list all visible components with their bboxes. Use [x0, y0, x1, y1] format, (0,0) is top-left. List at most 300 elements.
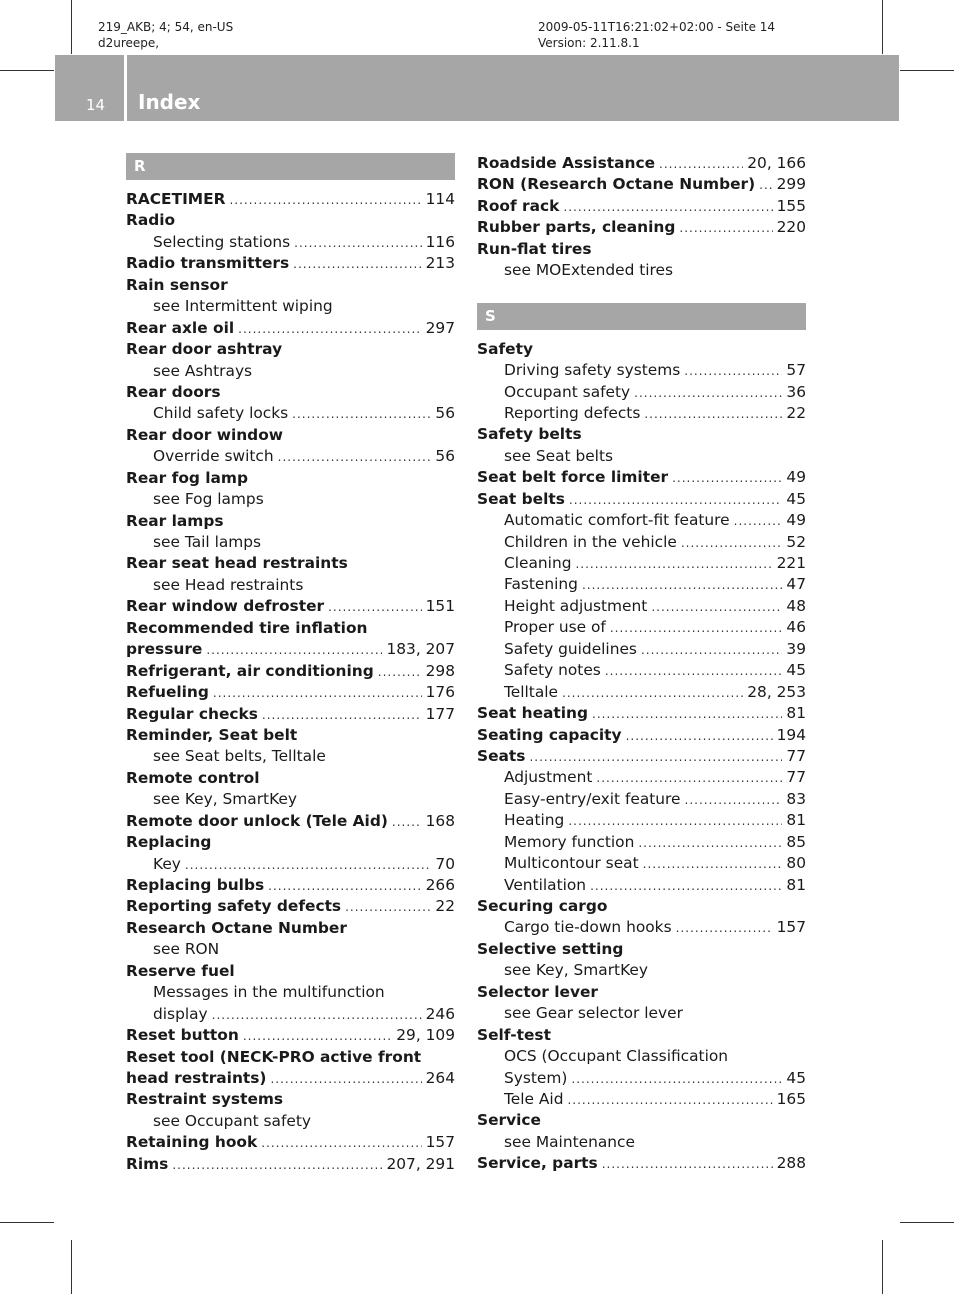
- index-subentry: [126, 361, 455, 382]
- dot-leader: [638, 833, 782, 853]
- entry-text: Radio transmitters: [126, 254, 290, 273]
- index-subentry: [477, 767, 806, 788]
- section-letter-s: S: [477, 303, 806, 330]
- print-meta-line: 2009-05-11T16:21:02+02:00 - Seite 14: [538, 20, 776, 34]
- print-meta-line: 219_AKB; 4; 54, en-US: [98, 20, 234, 34]
- entry-text: see Fog lamps: [153, 490, 264, 509]
- entry-page-ref: 36: [786, 382, 806, 401]
- index-subentry: [477, 1068, 806, 1089]
- dot-leader: [676, 918, 773, 938]
- dot-leader: [262, 705, 422, 725]
- entry-text: Self-test: [477, 1025, 551, 1044]
- entry-text: Proper use of: [504, 618, 606, 637]
- index-entry: [126, 875, 455, 896]
- index-subentry: [126, 789, 455, 810]
- index-entry: [126, 961, 455, 982]
- index-subentry: [477, 403, 806, 424]
- entry-text: Multicontour seat: [504, 854, 639, 873]
- index-subentry: [477, 810, 806, 831]
- entry-text: Rear fog lamp: [126, 468, 248, 487]
- index-entry: [126, 1025, 455, 1046]
- dot-leader: [643, 854, 783, 874]
- entry-text: Safety guidelines: [504, 639, 637, 658]
- page-number: 14: [86, 96, 106, 114]
- entry-text: Rear doors: [126, 382, 221, 401]
- index-entry: [126, 1132, 455, 1153]
- entry-text: Telltale: [504, 682, 559, 701]
- index-entry: [126, 811, 455, 832]
- dot-leader: [610, 618, 783, 638]
- index-entry: [477, 982, 806, 1003]
- entry-page-ref: 46: [786, 618, 806, 637]
- index-entry: [126, 832, 455, 853]
- entry-page-ref: 77: [786, 746, 806, 765]
- entry-text: see Key, SmartKey: [504, 961, 648, 980]
- entry-text: see Maintenance: [504, 1132, 635, 1151]
- entry-page-ref: 80: [786, 854, 806, 873]
- dot-leader: [229, 190, 421, 210]
- dot-leader: [641, 640, 782, 660]
- index-entry: [126, 1154, 455, 1175]
- entry-text: Rear door ashtray: [126, 340, 283, 359]
- index-entry: [477, 1153, 806, 1174]
- index-subentry: [477, 1089, 806, 1110]
- entry-text: Roof rack: [477, 196, 560, 215]
- entry-page-ref: 20, 166: [747, 154, 806, 172]
- entry-text: Height adjustment: [504, 596, 648, 615]
- entry-text: Seat heating: [477, 704, 589, 723]
- dot-leader: [734, 511, 783, 531]
- index-subentry: [477, 260, 806, 281]
- dot-leader: [270, 1069, 421, 1089]
- entry-page-ref: 45: [786, 489, 806, 508]
- entry-text: see Seat belts: [504, 446, 614, 465]
- entry-page-ref: 114: [425, 190, 455, 208]
- crop-mark: [0, 1222, 54, 1223]
- entry-text: Replacing bulbs: [126, 876, 265, 894]
- entry-text: Ventilation: [504, 875, 587, 894]
- entry-text: Run-flat tires: [477, 239, 592, 258]
- index-subentry: [477, 382, 806, 403]
- entry-page-ref: 85: [786, 832, 806, 851]
- index-entry: [477, 703, 806, 724]
- index-entry: [477, 467, 806, 488]
- index-entry: [126, 253, 455, 274]
- entry-page-ref: 157: [776, 918, 806, 937]
- dot-leader: [212, 1005, 422, 1025]
- dot-leader: [328, 597, 422, 617]
- dot-leader: [602, 1154, 773, 1174]
- dot-leader: [392, 812, 422, 832]
- entry-text: Seating capacity: [477, 725, 622, 744]
- index-entry: [126, 768, 455, 789]
- index-entry: [126, 468, 455, 489]
- dot-leader: [562, 683, 743, 703]
- entry-text: Automatic comfort-fit feature: [504, 511, 730, 530]
- index-subentry: [477, 832, 806, 853]
- entry-text: Heating: [504, 811, 565, 830]
- dot-leader: [206, 640, 382, 660]
- index-entry: [126, 639, 455, 660]
- entry-text: Messages in the multifunction: [153, 983, 385, 1002]
- dot-leader: [568, 811, 782, 831]
- dot-leader: [213, 683, 422, 703]
- entry-text: Seat belt force limiter: [477, 468, 669, 487]
- dot-leader: [278, 447, 432, 467]
- entry-text: Replacing: [126, 833, 212, 852]
- index-subentry: [477, 553, 806, 574]
- entry-text: see Occupant safety: [153, 1111, 312, 1130]
- index-subentry: [477, 1046, 806, 1067]
- entry-page-ref: 47: [786, 575, 806, 594]
- entry-text: Memory function: [504, 832, 635, 851]
- entry-page-ref: 56: [435, 404, 455, 423]
- index-entry: [477, 939, 806, 960]
- entry-text: Safety belts: [477, 425, 582, 444]
- entry-page-ref: 168: [425, 811, 455, 830]
- section-letter-r: R: [126, 153, 455, 180]
- entry-text: Refrigerant, air conditioning: [126, 661, 374, 680]
- index-entry: [126, 318, 455, 339]
- index-entries-right-top: [477, 153, 806, 282]
- entry-page-ref: 246: [425, 1004, 455, 1023]
- entry-text: Restraint systems: [126, 1090, 284, 1109]
- dot-leader: [243, 1026, 392, 1046]
- entry-page-ref: 297: [425, 318, 455, 337]
- entry-text: RON (Research Octane Number): [477, 175, 756, 194]
- entry-text: OCS (Occupant Classification: [504, 1047, 729, 1066]
- index-subentry: [126, 403, 455, 424]
- entry-text: Driving safety systems: [504, 361, 681, 380]
- index-entries-left: [126, 189, 455, 1175]
- entry-text: Recommended tire inflation: [126, 618, 368, 637]
- dot-leader: [261, 1133, 421, 1153]
- entry-text: see Seat belts, Telltale: [153, 747, 326, 766]
- index-entry: [477, 489, 806, 510]
- index-column-right: [477, 153, 806, 1175]
- entry-page-ref: 70: [435, 854, 455, 873]
- crop-mark: [900, 1222, 954, 1223]
- index-entry: [477, 196, 806, 217]
- entry-text: Selector lever: [477, 982, 599, 1001]
- dot-leader: [569, 490, 783, 510]
- entry-page-ref: 207, 291: [386, 1154, 455, 1173]
- entry-text: head restraints): [126, 1068, 267, 1087]
- index-subentry: [126, 446, 455, 467]
- index-subentry: [477, 660, 806, 681]
- entry-page-ref: 48: [786, 596, 806, 615]
- entry-page-ref: 157: [425, 1133, 455, 1152]
- index-subentry: [126, 746, 455, 767]
- index-subentry: [126, 489, 455, 510]
- index-entry: [477, 1110, 806, 1131]
- dot-leader: [293, 254, 421, 274]
- entry-text: see Head restraints: [153, 575, 304, 594]
- entry-page-ref: 77: [786, 768, 806, 787]
- entry-text: Roadside Assistance: [477, 154, 656, 172]
- index-subentry: [126, 854, 455, 875]
- index-entry: [477, 339, 806, 360]
- dot-leader: [563, 197, 772, 217]
- entry-text: Regular checks: [126, 704, 258, 723]
- entry-page-ref: 213: [425, 254, 455, 273]
- entry-page-ref: 45: [786, 1068, 806, 1087]
- dot-leader: [582, 575, 782, 595]
- entry-text: Reserve fuel: [126, 961, 235, 980]
- index-subentry: [477, 596, 806, 617]
- index-subentry: [477, 682, 806, 703]
- index-entry: [126, 189, 455, 210]
- entry-text: Rear door window: [126, 425, 283, 444]
- print-meta-line: Version: 2.11.8.1: [538, 36, 640, 50]
- index-entry: [126, 918, 455, 939]
- entry-text: Retaining hook: [126, 1133, 258, 1152]
- entry-page-ref: 49: [786, 468, 806, 487]
- index-subentry: [477, 917, 806, 938]
- entry-text: Rear seat head restraints: [126, 554, 348, 573]
- index-subentry: [126, 982, 455, 1003]
- print-meta-line: d2ureepe,: [98, 36, 160, 50]
- entry-text: RACETIMER: [126, 190, 226, 208]
- entry-text: Children in the vehicle: [504, 532, 677, 551]
- crop-mark: [71, 1240, 72, 1294]
- index-entry: [477, 174, 806, 195]
- entry-text: see Intermittent wiping: [153, 297, 333, 316]
- dot-leader: [590, 876, 782, 896]
- dot-leader: [238, 319, 421, 339]
- dot-leader: [659, 154, 743, 174]
- print-meta-left: [98, 19, 233, 51]
- index-entry: [126, 210, 455, 231]
- index-entry: [126, 339, 455, 360]
- entry-page-ref: 29, 109: [396, 1026, 455, 1045]
- entry-page-ref: 220: [776, 218, 806, 237]
- crop-mark: [71, 0, 72, 54]
- entry-page-ref: 177: [425, 704, 455, 723]
- index-entry: [126, 682, 455, 703]
- dot-leader: [644, 404, 782, 424]
- entry-page-ref: 266: [425, 876, 455, 894]
- entry-text: Tele Aid: [504, 1089, 564, 1108]
- index-entry: [126, 704, 455, 725]
- index-subentry: [477, 574, 806, 595]
- index-entry: [126, 725, 455, 746]
- index-entry: [477, 424, 806, 445]
- dot-leader: [172, 1155, 382, 1175]
- index-entry: [126, 275, 455, 296]
- index-entry: [126, 553, 455, 574]
- crop-mark: [882, 1240, 883, 1294]
- entry-text: Rear window defroster: [126, 597, 325, 616]
- entry-text: Rear axle oil: [126, 318, 235, 337]
- dot-leader: [571, 1069, 782, 1089]
- entry-text: Cargo tie-down hooks: [504, 918, 672, 937]
- dot-leader: [345, 897, 431, 917]
- entry-text: see RON: [153, 940, 220, 959]
- entry-text: pressure: [126, 640, 203, 659]
- entry-text: Remote control: [126, 768, 260, 787]
- index-subentry: [477, 617, 806, 638]
- entry-page-ref: 183, 207: [386, 640, 455, 659]
- entry-page-ref: 221: [776, 554, 806, 572]
- index-entry: [477, 153, 806, 174]
- entry-page-ref: 298: [425, 661, 455, 680]
- index-subentry: [477, 853, 806, 874]
- entry-page-ref: 151: [425, 597, 455, 616]
- entry-page-ref: 264: [425, 1068, 455, 1087]
- entry-text: see Ashtrays: [153, 361, 253, 380]
- entry-text: Easy-entry/exit feature: [504, 789, 681, 808]
- dot-leader: [634, 383, 782, 403]
- index-subentry: [126, 296, 455, 317]
- index-subentry: [477, 639, 806, 660]
- entry-page-ref: 22: [786, 403, 806, 422]
- entry-text: Rear lamps: [126, 511, 224, 530]
- entry-page-ref: 28, 253: [747, 682, 806, 701]
- index-entry: [477, 896, 806, 917]
- entry-page-ref: 45: [786, 661, 806, 680]
- entry-page-ref: 299: [776, 175, 806, 194]
- entry-text: Fastening: [504, 575, 578, 594]
- entry-page-ref: 194: [776, 725, 806, 744]
- index-entry: [126, 1089, 455, 1110]
- entry-text: see Key, SmartKey: [153, 790, 297, 809]
- dot-leader: [575, 554, 772, 574]
- index-subentry: [477, 360, 806, 381]
- index-entry: [126, 596, 455, 617]
- index-entry: [477, 239, 806, 260]
- dot-leader: [651, 597, 782, 617]
- dot-leader: [685, 790, 783, 810]
- crop-mark: [0, 70, 54, 71]
- entry-text: Adjustment: [504, 768, 593, 787]
- entry-text: System): [504, 1068, 568, 1087]
- index-subentry: [477, 446, 806, 467]
- entry-text: display: [153, 1004, 208, 1023]
- entry-text: Occupant safety: [504, 382, 631, 401]
- entry-text: Rain sensor: [126, 275, 228, 294]
- entry-text: see Tail lamps: [153, 533, 262, 551]
- entry-page-ref: 155: [776, 196, 806, 215]
- entry-page-ref: 49: [786, 511, 806, 530]
- entry-text: Rims: [126, 1154, 169, 1173]
- dot-leader: [592, 704, 782, 724]
- dot-leader: [294, 233, 421, 253]
- entry-page-ref: 39: [786, 639, 806, 658]
- entry-page-ref: 176: [425, 683, 455, 702]
- index-entry: [126, 618, 455, 639]
- index-subentry: [126, 575, 455, 596]
- index-entry: [126, 896, 455, 917]
- dot-leader: [605, 661, 783, 681]
- index-entry: [126, 382, 455, 403]
- index-entry: [126, 511, 455, 532]
- entry-text: Cleaning: [504, 554, 572, 572]
- entry-text: see MOExtended tires: [504, 261, 674, 280]
- entry-text: Refueling: [126, 683, 209, 702]
- entry-text: Reporting defects: [504, 403, 641, 422]
- dot-leader: [684, 361, 782, 381]
- entry-page-ref: 83: [786, 789, 806, 808]
- index-subentry: [477, 1132, 806, 1153]
- entry-text: Remote door unlock (Tele Aid): [126, 811, 388, 830]
- entry-text: Seat belts: [477, 489, 565, 508]
- index-subentry: [126, 532, 455, 553]
- dot-leader: [596, 768, 782, 788]
- index-subentry: [477, 1003, 806, 1024]
- index-subentry: [126, 1111, 455, 1132]
- entry-text: Selecting stations: [153, 232, 291, 251]
- entry-text: Reminder, Seat belt: [126, 725, 298, 744]
- index-entries-right: [477, 339, 806, 1175]
- entry-text: Override switch: [153, 447, 274, 466]
- index-subentry: [477, 789, 806, 810]
- index-entry: [477, 725, 806, 746]
- index-entry: [126, 1068, 455, 1089]
- entry-page-ref: 81: [786, 875, 806, 894]
- entry-text: Service, parts: [477, 1154, 598, 1173]
- dot-leader: [292, 404, 431, 424]
- entry-text: Selective setting: [477, 939, 624, 958]
- header-divider: [124, 55, 127, 121]
- index-subentry: [126, 232, 455, 253]
- dot-leader: [672, 468, 782, 488]
- entry-text: Safety: [477, 339, 533, 358]
- entry-text: Key: [153, 854, 181, 873]
- index-entry: [126, 425, 455, 446]
- dot-leader: [759, 175, 772, 195]
- crop-mark: [900, 70, 954, 71]
- entry-text: Safety notes: [504, 661, 601, 680]
- page-title: Index: [138, 90, 201, 114]
- entry-page-ref: 52: [786, 532, 806, 551]
- index-subentry: [477, 960, 806, 981]
- dot-leader: [185, 855, 432, 875]
- section-gap: [477, 282, 806, 303]
- index-subentry: [126, 1004, 455, 1025]
- entry-text: Reporting safety defects: [126, 897, 342, 916]
- print-meta-right: [538, 19, 775, 51]
- entry-page-ref: 165: [776, 1089, 806, 1108]
- entry-page-ref: 56: [435, 447, 455, 466]
- dot-leader: [378, 662, 422, 682]
- crop-mark: [882, 0, 883, 54]
- entry-text: Securing cargo: [477, 897, 608, 915]
- entry-text: Reset button: [126, 1026, 239, 1045]
- entry-text: Seats: [477, 746, 526, 765]
- dot-leader: [626, 726, 773, 746]
- entry-page-ref: 22: [435, 897, 455, 916]
- index-entry: [126, 661, 455, 682]
- entry-text: Rubber parts, cleaning: [477, 218, 676, 237]
- entry-page-ref: 81: [786, 704, 806, 723]
- index-subentry: [477, 532, 806, 553]
- index-subentry: [477, 875, 806, 896]
- entry-text: Child safety locks: [153, 404, 289, 423]
- index-column-left: [126, 153, 455, 1175]
- entry-text: Service: [477, 1111, 541, 1130]
- entry-text: Research Octane Number: [126, 918, 347, 937]
- index-subentry: [126, 939, 455, 960]
- entry-text: Reset tool (NECK-PRO active front: [126, 1047, 422, 1066]
- entry-text: Radio: [126, 211, 176, 230]
- index-subentry: [477, 510, 806, 531]
- entry-page-ref: 116: [425, 232, 455, 251]
- dot-leader: [681, 533, 783, 553]
- entry-text: see Gear selector lever: [504, 1004, 683, 1023]
- entry-page-ref: 81: [786, 811, 806, 830]
- dot-leader: [679, 218, 772, 238]
